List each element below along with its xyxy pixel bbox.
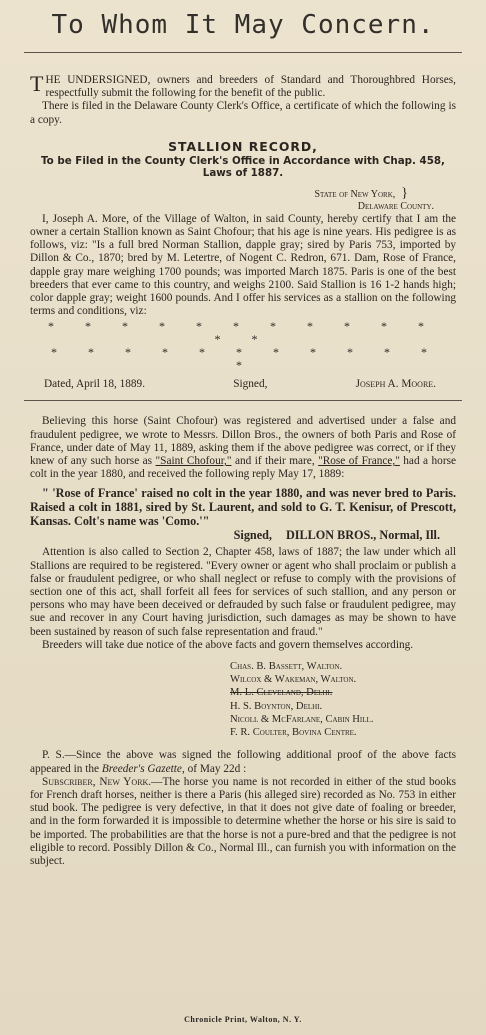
state-label: State of New York, [314, 188, 396, 200]
elision-stars-2: * * * * * * * * * * * * [51, 345, 441, 373]
signer-item: Nicoll & McFarlane, Cabin Hill. [230, 713, 374, 725]
stallion-record-subheading: To be Filed in the County Clerk's Office in Accordance with Chap. 458, Laws of 1887. [41, 154, 445, 180]
title-rule [24, 52, 462, 53]
subscriber-paragraph [30, 776, 456, 868]
reply-signature [30, 528, 456, 542]
subscriber-text: —The horse you name is not recorded in either of the stud books for French draft horses, neither is there a Paris (his alleged sire) recorded as No. 753 in either stud book. The pedigree is very defective, in that it does not give date of foaling or breeder, and in the form forwarded it is impossible to determine whether the horse or his sire is said to be imported. The probabilities are that the horse is not a pure-bred and that the pedigree is not eligible to record. Possibly Dillon & Co., Normal Ill., can furnish you with information on the subject. [30, 775, 456, 867]
page-title: To Whom It May Concern. [51, 10, 435, 40]
state-line [30, 185, 456, 201]
intro-text: HE UNDERSIGNED, owners and breeders of Standard and Thoroughbred Horses, respectfully submit the following for the benefit of the public. [45, 74, 456, 100]
printer-footer: Chronicle Print, Walton, N. Y. [184, 1015, 302, 1024]
section-rule [24, 400, 462, 401]
intro-paragraph [30, 71, 456, 100]
attention-paragraph: Attention is also called to Section 2, Chapter 458, laws of 1887; the law under which all Stallions are required to be registered. "Every owner or agent who shall proclaim or publish a false or fraudulent pedigree, or who shall neglect or refuse to comply with the provisions of section one of this act, shall forfeit all fees for services of such stallion, and any person or persons who may have been deceived or defrauded by such false or fraudulent pedigree, may sue and recover in any Court having jurisdiction, such damages as may be shown to have been sustained by reason of such false representation and fraud." [30, 546, 456, 638]
underlined-saint-chofour: "Saint Chofour," [155, 455, 232, 468]
breeders-notice: Breeders will take due notice of the above facts and govern themselves according. [42, 638, 414, 651]
signer-item-struck: M. L. Cleveland, Delhi. [230, 687, 333, 699]
signer-item: Chas. B. Bassett, Walton. [230, 661, 343, 673]
venue-brace: } [401, 185, 408, 201]
signed-label: Signed, [233, 378, 268, 391]
dated-text: Dated, April 18, 1889. [44, 378, 146, 391]
underlined-rose-of-france: "Rose of France," [318, 455, 400, 468]
believing-paragraph [30, 415, 456, 481]
signer-name: Joseph A. Moore. [355, 378, 436, 391]
signer-item: Wilcox & Wakeman, Walton. [230, 674, 357, 686]
believing-text-2: and if their mare, [231, 455, 319, 468]
reply-signer: DILLON BROS., Normal, Ill. [285, 528, 440, 543]
reply-text: " 'Rose of France' raised no colt in the year 1880, and was never bred to Paris. Raised a colt in 1881, sired by St. Laurent, and sold to G. T. Kenisur, of Prescott, Kansas. Colt's name was 'Como.'" [30, 486, 456, 529]
signers-list [30, 660, 456, 739]
certificate-body: I, Joseph A. More, of the Village of Walton, in said County, hereby certify that I am the owner a certain Stallion known as Saint Chofour; that his age is nine years. His pedigree is as follows, viz: "Is a full bred Norman Stallion, dapple gray; sired by Paris 753, imported by Dillon & Co., 1870; bred by M. Letertre, of Nogent C. Redron, 671. Dam, Rose of France, dapple gray mare weighing 1700 pounds; was imported March 1875. Paris is one of the best breeders that ever came to this country, and weighs 2100. Said Stallion is 16 1-2 hands high; color dapple gray; weight 1600 pounds. And I offer his services as a stallion on the following terms and conditions, viz: [30, 212, 456, 318]
drop-cap: T [30, 71, 44, 96]
stallion-record-heading: STALLION RECORD, [168, 138, 318, 154]
postscript [30, 749, 456, 775]
gazette-name: Breeder's Gazette [101, 762, 182, 775]
dillon-reply [30, 486, 456, 542]
elision-stars-1: * * * * * * * * * * * * * [48, 319, 438, 347]
subscriber-label: Subscriber, New York. [42, 775, 152, 788]
county-line: Delaware County. [357, 200, 434, 212]
reply-signed-label: Signed, [233, 528, 272, 543]
signer-item: F. R. Coulter, Bovina Centre. [230, 727, 357, 739]
believing-text-1: Believing this horse (Saint Chofour) was registered and advertised under a false and fraudulent pedigree, we wrote to Messrs. Dillon Bros., the owners of both Paris and Rose of France, under date of May 11, 1889, asking them if the above pedigree was correct, or if they knew of any such horse as [30, 415, 456, 468]
ps-intro: P. S.—Since the above was signed the following additional proof of the above facts appeared in the [30, 749, 456, 775]
ps-intro-end: , of May 22d : [181, 762, 247, 775]
dated-line [30, 378, 456, 390]
certificate-note: There is filed in the Delaware County Clerk's Office, a certificate of which the following is a copy. [30, 100, 456, 126]
believing-text-3: had a horse colt in the year 1880, and received the following reply May 17, 1889: [30, 455, 457, 481]
signer-item: H. S. Boynton, Delhi. [230, 700, 323, 712]
